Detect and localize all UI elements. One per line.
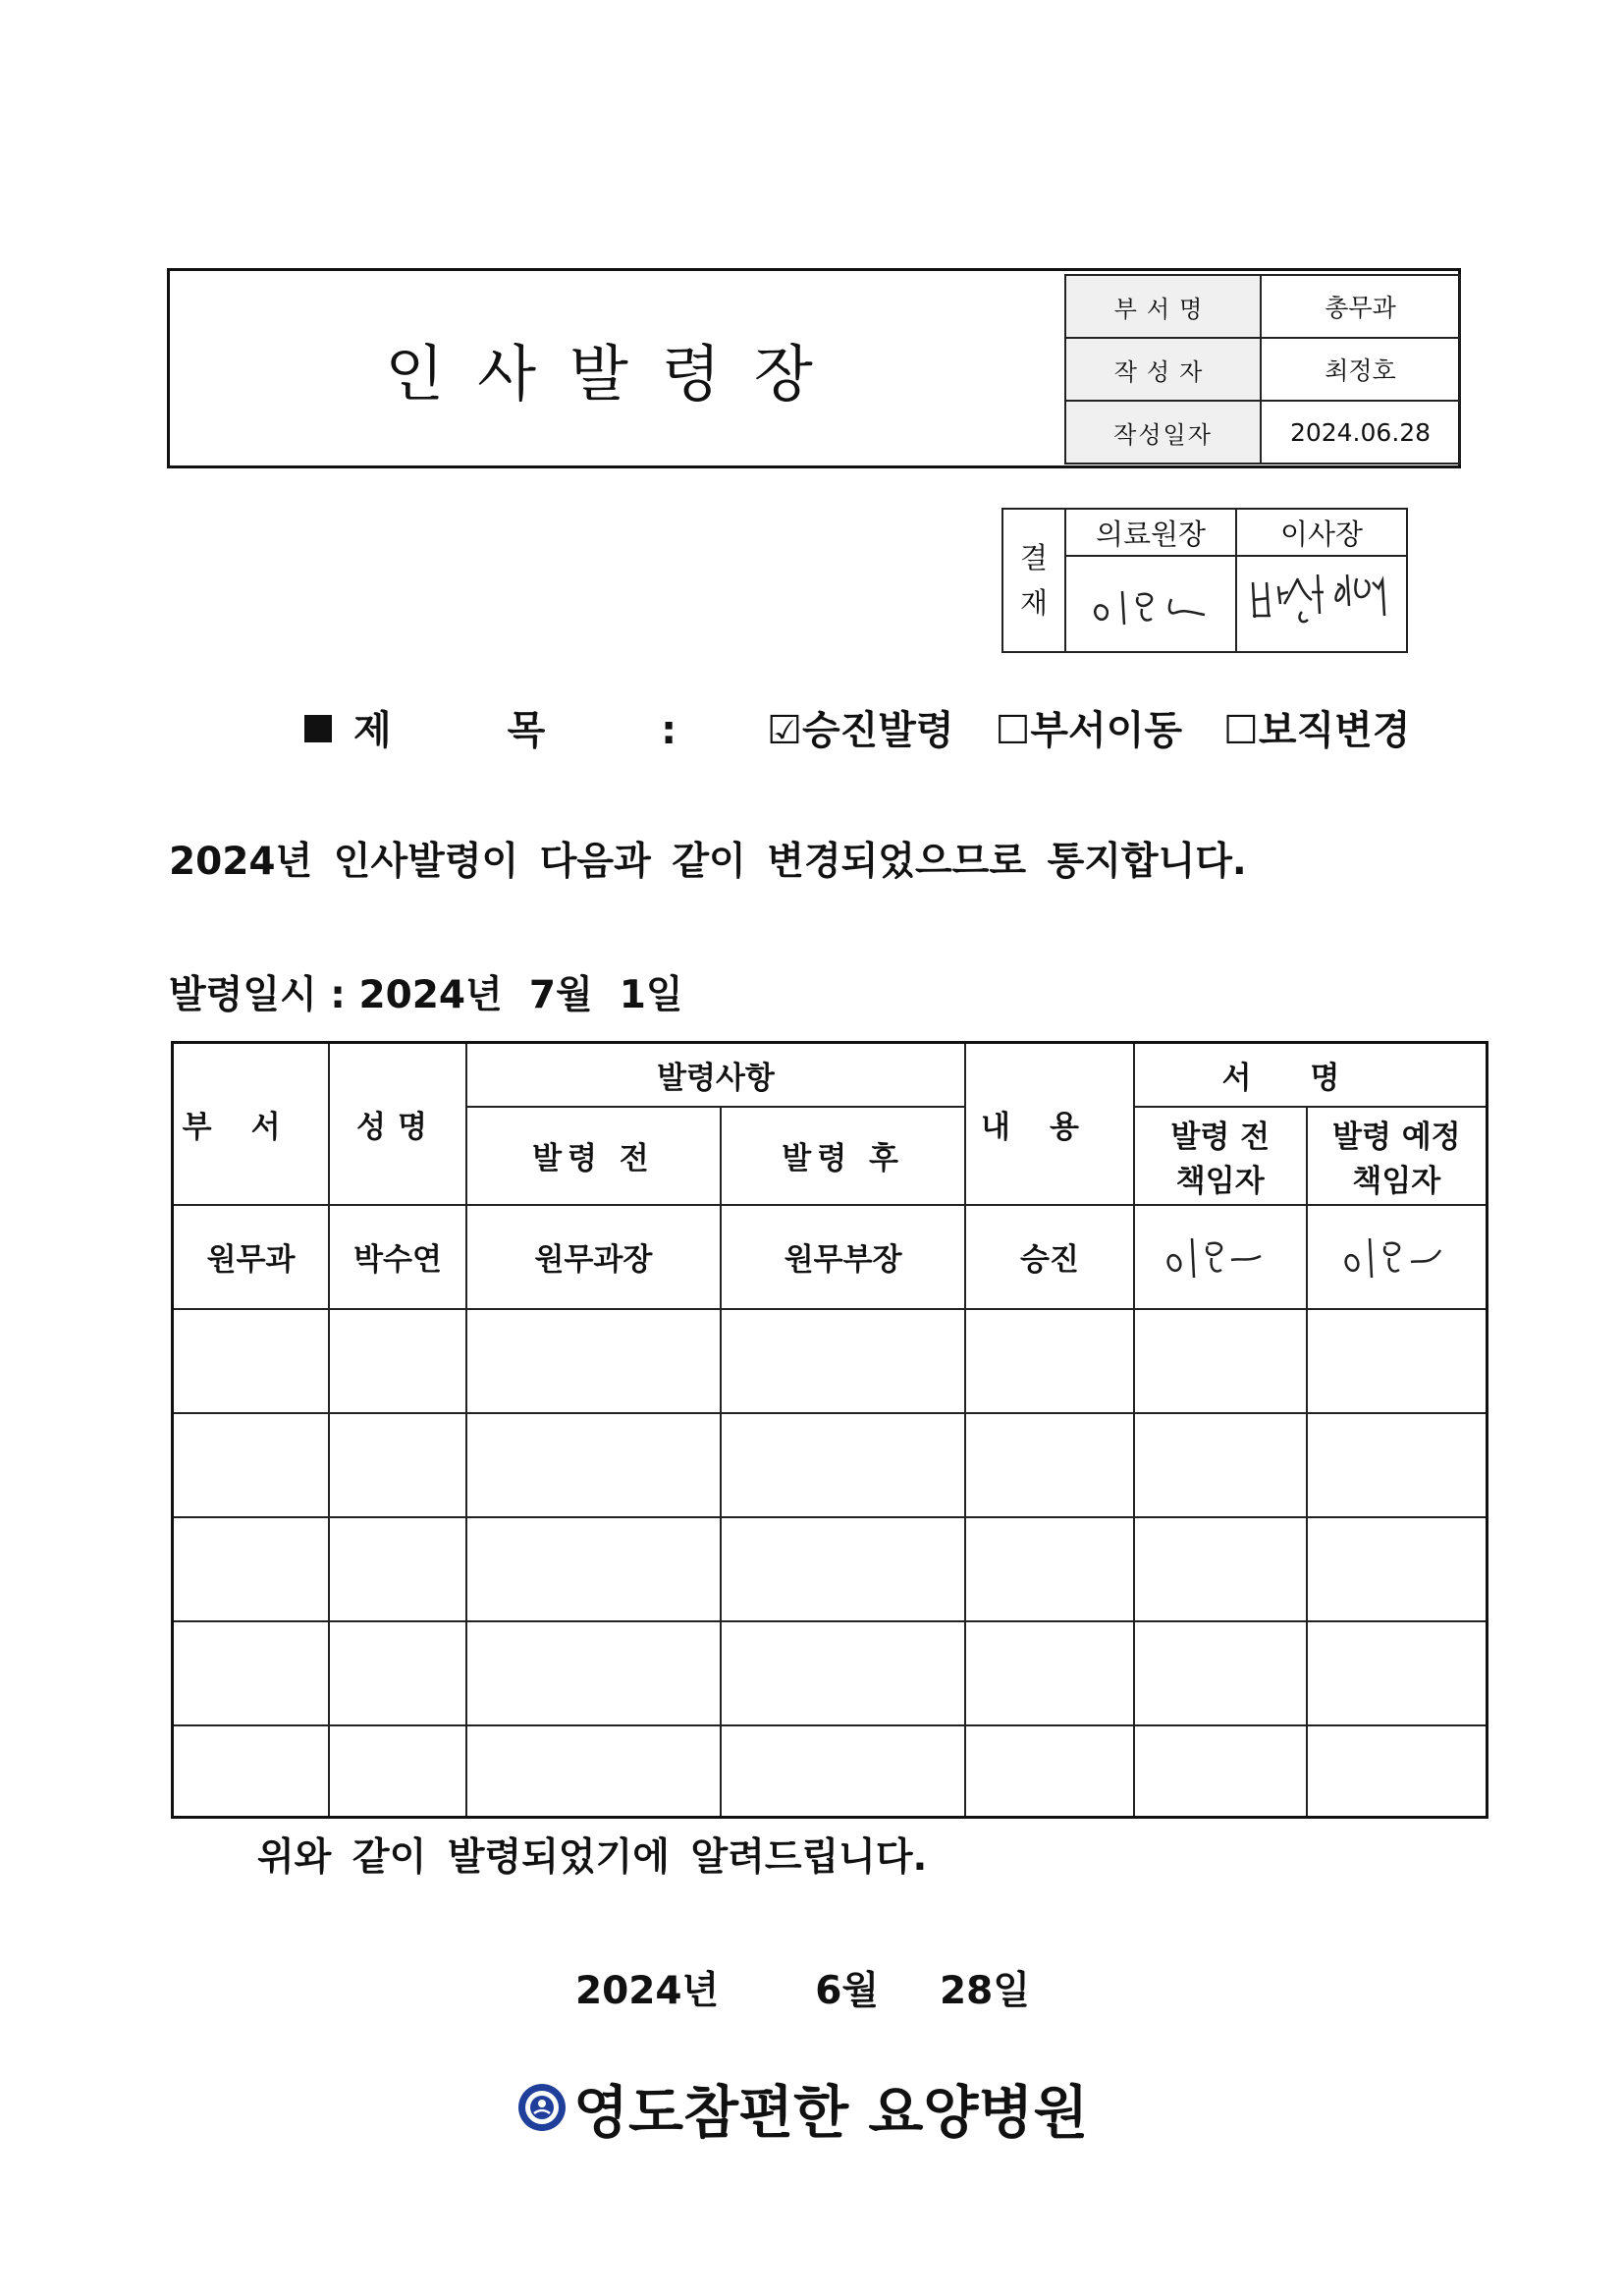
header-items: 발령사항: [466, 1043, 965, 1107]
closing-text: 위와 같이 발령되었기에 알려드립니다.: [257, 1835, 928, 1880]
meta-value-date: 2024.06.28: [1261, 401, 1460, 464]
cell-dept: [173, 1621, 330, 1725]
cell-sign-before: [1134, 1621, 1307, 1725]
issue-date-footer: [575, 1960, 1030, 2015]
cell-content: [965, 1413, 1134, 1517]
header-content: 내용: [965, 1043, 1134, 1205]
header-after: 발령 후: [721, 1107, 965, 1205]
organization: [516, 2066, 1088, 2149]
meta-label-author: 작성자: [1065, 338, 1261, 401]
cell-sign-after: [1307, 1413, 1488, 1517]
cell-before: [466, 1413, 721, 1517]
cell-name: [329, 1517, 466, 1621]
cell-after: [721, 1413, 965, 1517]
cell-sign-before: [1134, 1517, 1307, 1621]
cell-after: 원무부장: [721, 1205, 965, 1309]
cell-content: [965, 1517, 1134, 1621]
date-year: 2024년: [575, 1969, 720, 2013]
cell-dept: [173, 1309, 330, 1413]
header-sign-before-line1: 발령 전: [1170, 1119, 1271, 1155]
handwritten-signature-icon: [1332, 1223, 1460, 1291]
table-row: [173, 1205, 1488, 1309]
cell-dept: [173, 1725, 330, 1818]
cell-sign-before: [1134, 1309, 1307, 1413]
cell-after: [721, 1517, 965, 1621]
option-dept-transfer[interactable]: ☐부서이동: [995, 708, 1182, 753]
approval-side-char-1: 결: [1019, 541, 1048, 574]
table-row: [173, 1517, 1488, 1621]
table-row: [173, 1621, 1488, 1725]
cell-after: [721, 1309, 965, 1413]
header-sign: 서명: [1134, 1043, 1488, 1107]
table-row: [173, 1413, 1488, 1517]
organization-name: 영도참편한 요양병원: [573, 2079, 1089, 2146]
cell-name: [329, 1309, 466, 1413]
hospital-seal-icon: [516, 2082, 568, 2133]
approval-role-chairman: 이사장: [1236, 509, 1407, 556]
header-dept: 부서: [173, 1043, 330, 1205]
cell-sign-after: [1307, 1621, 1488, 1725]
subject-label: 제 목 :: [353, 708, 729, 753]
meta-label-date: 작성일자: [1065, 401, 1261, 464]
cell-sign-before: [1134, 1205, 1307, 1309]
approval-box: [1001, 508, 1408, 653]
approval-role-director: 의료원장: [1065, 509, 1236, 556]
table-row: [173, 1725, 1488, 1818]
cell-after: [721, 1725, 965, 1818]
header-name: 성명: [329, 1043, 466, 1205]
cell-name: 박수연: [329, 1205, 466, 1309]
notice-text: 2024년 인사발령이 다음과 같이 변경되었으므로 통지합니다.: [169, 840, 1247, 884]
appointment-table: [171, 1041, 1488, 1819]
cell-after: [721, 1621, 965, 1725]
option-promotion[interactable]: ☑승진발령: [767, 708, 954, 753]
cell-dept: [173, 1517, 330, 1621]
meta-label-dept: 부서명: [1065, 275, 1261, 338]
subject-line: [304, 699, 1451, 755]
header-sign-after-line1: 발령 예정: [1332, 1119, 1461, 1155]
option-position-change[interactable]: ☐보직변경: [1222, 708, 1411, 753]
cell-sign-before: [1134, 1413, 1307, 1517]
document-title: 인사발령장: [385, 337, 846, 410]
cell-before: 원무과장: [466, 1205, 721, 1309]
approval-signature-chairman: [1236, 556, 1407, 652]
cell-dept: [173, 1413, 330, 1517]
handwritten-signature-icon: [1243, 565, 1400, 643]
handwritten-signature-icon: [1157, 1223, 1284, 1291]
table-row: [173, 1309, 1488, 1413]
cell-before: [466, 1517, 721, 1621]
header-sign-after: [1307, 1107, 1488, 1205]
cell-before: [466, 1309, 721, 1413]
issue-date: 발령일시 : 2024년 7월 1일: [169, 973, 683, 1017]
cell-sign-before: [1134, 1725, 1307, 1818]
header-sign-before-line2: 책임자: [1175, 1163, 1265, 1199]
cell-content: 승진: [965, 1205, 1134, 1309]
header-sign-before: [1134, 1107, 1307, 1205]
cell-sign-after: [1307, 1517, 1488, 1621]
cell-sign-after: [1307, 1205, 1488, 1309]
header-sign-after-line2: 책임자: [1352, 1163, 1441, 1199]
cell-content: [965, 1725, 1134, 1818]
cell-content: [965, 1309, 1134, 1413]
date-day: 28일: [940, 1969, 1030, 2013]
cell-sign-after: [1307, 1309, 1488, 1413]
date-month: 6월: [815, 1969, 880, 2013]
cell-before: [466, 1621, 721, 1725]
cell-name: [329, 1621, 466, 1725]
header-before: 발령 전: [466, 1107, 721, 1205]
cell-dept: 원무과: [173, 1205, 330, 1309]
cell-name: [329, 1413, 466, 1517]
meta-value-author: 최정호: [1261, 338, 1460, 401]
handwritten-signature-icon: [1077, 570, 1224, 638]
cell-content: [965, 1621, 1134, 1725]
bullet-square-icon: [304, 715, 332, 742]
approval-signature-director: [1065, 556, 1236, 652]
cell-before: [466, 1725, 721, 1818]
approval-side-label: [1002, 509, 1065, 652]
cell-name: [329, 1725, 466, 1818]
cell-sign-after: [1307, 1725, 1488, 1818]
approval-side-char-2: 재: [1019, 586, 1048, 620]
meta-table: [1064, 274, 1461, 465]
meta-value-dept: 총무과: [1261, 275, 1460, 338]
